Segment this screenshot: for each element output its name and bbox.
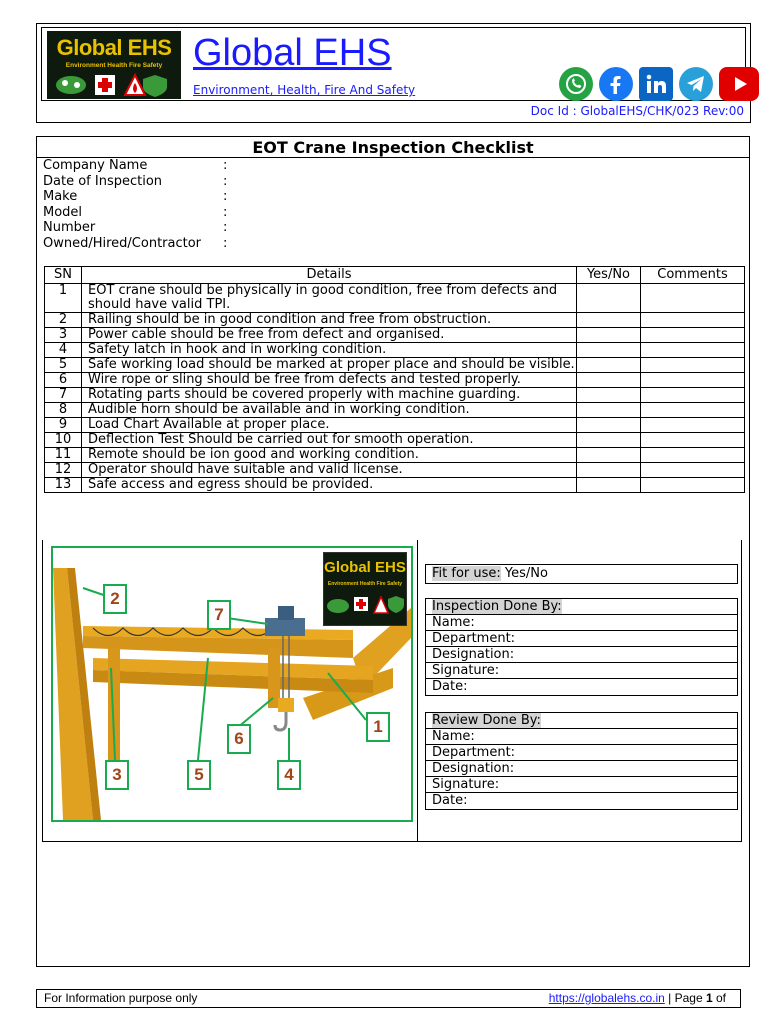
table-row (45, 403, 745, 418)
inspection-department-field[interactable]: Department: (426, 631, 737, 647)
logo-title: Global EHS (56, 35, 172, 60)
row-detail: Safe working load should be marked at proper place and should be visible. (82, 358, 577, 373)
inspection-designation-field[interactable]: Designation: (426, 647, 737, 663)
header-brand-box (41, 27, 746, 101)
inspection-signature-field[interactable]: Signature: (426, 663, 737, 679)
callout-4: 4 (277, 760, 301, 790)
row-detail: Safety latch in hook and in working condition. (82, 343, 577, 358)
row-comments-cell[interactable] (641, 328, 745, 343)
row-yesno-cell[interactable] (577, 463, 641, 478)
info-label: Owned/Hired/Contractor (43, 235, 202, 251)
footer-page-number: 1 (705, 991, 713, 1005)
review-title-row (426, 713, 737, 729)
row-detail: Operator should have suitable and valid license. (82, 463, 577, 478)
figure-logo (323, 552, 407, 626)
inspection-box (425, 598, 738, 696)
callout-6: 6 (227, 724, 251, 754)
row-sn: 2 (45, 313, 82, 328)
row-comments-cell[interactable] (641, 358, 745, 373)
row-detail: EOT crane should be physically in good condition, free from defects and should have valid TPI. (82, 284, 577, 313)
hook-block (278, 698, 294, 712)
facebook-icon[interactable] (599, 67, 633, 101)
figure-logo-icons (324, 591, 408, 621)
doc-id: Doc Id : GlobalEHS/CHK/023 Rev:00 (530, 104, 744, 118)
social-links (559, 67, 759, 101)
row-sn: 11 (45, 448, 82, 463)
info-row-model[interactable] (43, 205, 343, 221)
footer-page-prefix: | Page (664, 991, 706, 1005)
checklist-form (36, 136, 750, 967)
row-comments-cell[interactable] (641, 343, 745, 358)
row-comments-cell[interactable] (641, 478, 745, 493)
row-detail: Railing should be in good condition and free from obstruction. (82, 313, 577, 328)
row-sn: 4 (45, 343, 82, 358)
inspection-title: Inspection Done By: (432, 599, 562, 614)
table-row (45, 433, 745, 448)
review-department-field[interactable]: Department: (426, 745, 737, 761)
row-comments-cell[interactable] (641, 313, 745, 328)
info-row-ownership[interactable] (43, 236, 343, 252)
figure-logo-title: Global EHS (324, 559, 406, 576)
telegram-icon[interactable] (679, 67, 713, 101)
row-yesno-cell[interactable] (577, 478, 641, 493)
row-yesno-cell[interactable] (577, 403, 641, 418)
document-header (36, 23, 751, 123)
info-label: Company Name (43, 158, 148, 173)
checklist-table (44, 266, 745, 493)
fit-for-use-box[interactable] (425, 564, 738, 584)
signoff-section (42, 540, 742, 842)
general-info (43, 158, 343, 251)
review-title: Review Done By: (432, 713, 541, 728)
row-detail: Wire rope or sling should be free from defects and tested properly. (82, 373, 577, 388)
col-header-comments: Comments (641, 267, 745, 284)
page-title: EOT Crane Inspection Checklist (37, 137, 749, 158)
page-footer (36, 989, 741, 1008)
info-colon: : (223, 220, 228, 235)
info-label: Number (43, 220, 96, 235)
callout-3: 3 (105, 760, 129, 790)
row-sn: 12 (45, 463, 82, 478)
row-yesno-cell[interactable] (577, 433, 641, 448)
table-row (45, 478, 745, 493)
table-row (45, 343, 745, 358)
fit-for-use-label: Fit for use: (432, 566, 501, 581)
row-comments-cell[interactable] (641, 403, 745, 418)
row-detail: Power cable should be free from defect and organised. (82, 328, 577, 343)
info-row-date[interactable] (43, 174, 343, 190)
logo-subtitle: Environment Health Fire Safety (65, 62, 163, 69)
row-detail: Audible horn should be available and in working condition. (82, 403, 577, 418)
review-designation-field[interactable]: Designation: (426, 761, 737, 777)
callout-2: 2 (103, 584, 127, 614)
info-colon: : (223, 235, 228, 251)
table-header-row (45, 267, 745, 284)
row-yesno-cell[interactable] (577, 343, 641, 358)
crane-diagram (51, 546, 413, 822)
row-sn: 6 (45, 373, 82, 388)
row-yesno-cell[interactable] (577, 284, 641, 313)
table-row (45, 313, 745, 328)
review-name-field[interactable]: Name: (426, 729, 737, 745)
whatsapp-icon[interactable] (559, 67, 593, 101)
info-colon: : (223, 173, 228, 189)
fit-for-use-row[interactable] (426, 565, 737, 583)
inspection-date-field[interactable]: Date: (432, 679, 468, 694)
row-comments-cell[interactable] (641, 373, 745, 388)
row-detail: Safe access and egress should be provided. (82, 478, 577, 493)
col-header-details: Details (82, 267, 577, 284)
row-sn: 7 (45, 388, 82, 403)
row-comments-cell[interactable] (641, 433, 745, 448)
row-sn: 8 (45, 403, 82, 418)
info-colon: : (223, 204, 228, 220)
global-ehs-logo (47, 31, 181, 99)
crane-figure-cell (42, 540, 418, 842)
row-detail: Rotating parts should be covered properly with machine guarding. (82, 388, 577, 403)
info-row-company[interactable] (43, 158, 343, 174)
row-yesno-cell[interactable] (577, 418, 641, 433)
row-yesno-cell[interactable] (577, 373, 641, 388)
info-label: Make (43, 189, 78, 204)
table-row (45, 418, 745, 433)
row-comments-cell[interactable] (641, 463, 745, 478)
callout-5: 5 (187, 760, 211, 790)
brand-title-link[interactable]: Global EHS (193, 32, 392, 74)
table-row (45, 448, 745, 463)
footer-page-suffix: of (712, 991, 726, 1005)
review-signature-field[interactable]: Signature: (426, 777, 737, 793)
row-comments-cell[interactable] (641, 418, 745, 433)
row-comments-cell[interactable] (641, 284, 745, 313)
row-sn: 10 (45, 433, 82, 448)
col-header-yesno: Yes/No (577, 267, 641, 284)
inspection-title-row (426, 599, 737, 615)
info-label: Date of Inspection (43, 173, 163, 189)
info-colon: : (223, 158, 228, 173)
info-row-number[interactable] (43, 220, 343, 236)
row-comments-cell[interactable] (641, 388, 745, 403)
row-detail: Load Chart Available at proper place. (82, 418, 577, 433)
col-header-sn: SN (45, 267, 82, 284)
row-comments-cell[interactable] (641, 448, 745, 463)
row-detail: Deflection Test Should be carried out for smooth operation. (82, 433, 577, 448)
footer-disclaimer: For Information purpose only (44, 991, 198, 1005)
row-yesno-cell[interactable] (577, 388, 641, 403)
crane-trolley (265, 618, 305, 636)
info-row-make[interactable] (43, 189, 343, 205)
row-sn: 13 (45, 478, 82, 493)
row-sn: 1 (45, 284, 82, 313)
row-sn: 9 (45, 418, 82, 433)
row-sn: 3 (45, 328, 82, 343)
info-label: Model (43, 204, 83, 220)
checklist-body (45, 284, 745, 493)
brand-subtitle-link[interactable]: Environment, Health, Fire And Safety (193, 83, 416, 97)
fit-for-use-value: Yes/No (500, 566, 548, 581)
table-row (45, 463, 745, 478)
table-row (45, 358, 745, 373)
youtube-icon[interactable] (719, 67, 759, 101)
callout-7: 7 (207, 600, 231, 630)
review-date-field[interactable]: Date: (432, 793, 468, 808)
inspection-name-field[interactable]: Name: (426, 615, 737, 631)
table-row (45, 388, 745, 403)
row-yesno-cell[interactable] (577, 358, 641, 373)
footer-right (549, 990, 726, 1007)
table-row (45, 284, 745, 313)
crane-hook (275, 712, 286, 730)
review-box (425, 712, 738, 810)
row-yesno-cell[interactable] (577, 313, 641, 328)
footer-website-link[interactable]: https://globalehs.co.in (548, 991, 665, 1005)
table-row (45, 373, 745, 388)
linkedin-icon[interactable] (639, 67, 673, 101)
table-row (45, 328, 745, 343)
row-yesno-cell[interactable] (577, 448, 641, 463)
row-sn: 5 (45, 358, 82, 373)
figure-logo-subtitle: Environment Health Fire Safety (327, 581, 403, 587)
info-colon: : (223, 189, 228, 204)
row-yesno-cell[interactable] (577, 328, 641, 343)
row-detail: Remote should be ion good and working condition. (82, 448, 577, 463)
logo-safety-icons (55, 73, 173, 97)
callout-1: 1 (366, 712, 390, 742)
